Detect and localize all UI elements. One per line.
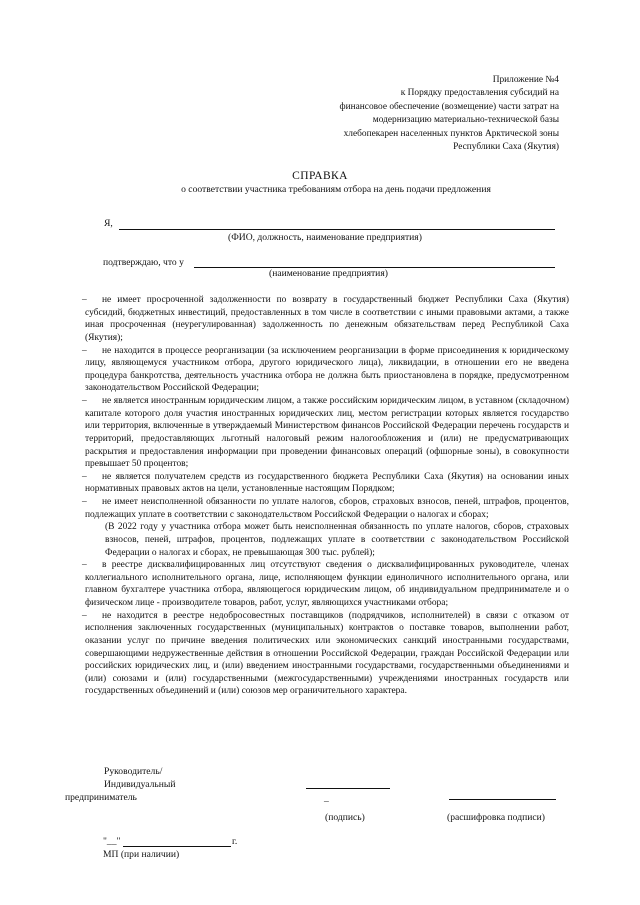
signer-role-line2: Индивидуальный	[104, 779, 176, 790]
list-item-text: в реестре дисквалифицированных лиц отсутствуют сведения о дисквалифицированных руководителе, членах коллегиального исполнительного органа, лице, исполняющем функции единоличного исполнительного органа, или главном бухгалтере участника отбора, являющегося юридическим лицом, об индивидуальном предпринимателе и о физическом лице - производителе товаров, работ, услуг, являющихся участниками отбора;	[85, 560, 569, 608]
appendix-line: Приложение №4	[492, 75, 559, 85]
list-item-text: не имеет просроченной задолженности по возврату в государственный бюджет Республики Саха (Якутия) субсидий, бюджетных инвестиций, предоставленных в том числе в соответствии с иными правовыми актами, а также иная просроченная (неурегулированная) задолженность по денежным обязательствам перед Республикой Саха (Якутия);	[85, 295, 569, 343]
document-title: СПРАВКА	[292, 170, 348, 182]
name-input-line[interactable]	[119, 229, 555, 230]
appendix-line: к Порядку предоставления субсидий на	[400, 88, 559, 99]
appendix-line: Республики Саха (Якутия)	[453, 142, 559, 153]
list-item-text: не является иностранным юридическим лицом, а также российским юридическим лицом, в уставном (складочном) капитале которого доля участия иностранных юридических лиц, местом регистрации которых является государство или территория, включенные в утверждаемый Министерством финансов Российской Федерации перечень государств и территорий, предоставляющих льготный налоговый режим налогообложения и (или) не предусматривающих раскрытия и предоставления информации при проведении финансовых операций (офшорные зоны), в совокупности превышает 50 процентов;	[85, 396, 569, 470]
list-item-text: не имеет неисполненной обязанности по уплате налогов, сборов, страховых взносов, пеней, штрафов, процентов, подлежащих уплате в соответствии с законодательством Российской Федерации о налогах и сборах;	[85, 497, 569, 520]
list-item	[82, 395, 569, 471]
list-marker: –	[82, 471, 87, 482]
appendix-line: хлебопекарен населенных пунктов Арктической зоны	[343, 128, 559, 139]
ya-caption: (ФИО, должность, наименование предприятия)	[228, 232, 422, 243]
list-item	[82, 471, 569, 496]
list-item	[82, 610, 569, 698]
decode-line[interactable]	[449, 799, 556, 800]
list-marker: –	[82, 560, 87, 571]
ya-label: Я,	[104, 218, 113, 229]
list-marker: –	[82, 610, 87, 621]
note-2022: (В 2022 году у участника отбора может быть неисполненная обязанность по уплате налогов, сборов, страховых взносов, пеней, штрафов, процентов, подлежащих уплате в соответствии с законодательством Российской Федерации о налогах и сборах, не превышающая 300 тыс. рублей);	[105, 522, 569, 558]
list-item-text: не является получателем средств из государственного бюджета Республики Саха (Якутия) на основании иных нормативных правовых актов на цели, установленные настоящим Порядком;	[85, 471, 569, 495]
appendix-line: финансовое обеспечение (возмещение) части затрат на	[339, 101, 559, 112]
list-marker: –	[82, 295, 87, 305]
signer-role-line3: предприниматель	[65, 792, 137, 803]
date-line[interactable]	[123, 846, 231, 847]
date-suffix: г.	[232, 836, 238, 847]
list-marker: –	[82, 497, 87, 507]
appendix-line: модернизацию материально-технической базы	[372, 115, 559, 126]
decode-caption: (расшифровка подписи)	[447, 812, 545, 823]
list-item-text: не находится в реестре недобросовестных поставщиков (подрядчиков, исполнителей) в связи с отказом от исполнения заключенных государственных (муниципальных) контрактов о поставке товаров, выполнении работ, оказании услуг по причине введения политических или экономических санкций иностранными государствами, совершающими недружественные действия в отношении Российской Федерации, граждан Российской Федерации или российских юридических лиц, и (или) введением иностранными государствами, государственными объединениями и (или) союзами и (или) государственными (межгосударственными) учреждениями иностранных государств или государственных объединений и (или) союзов мер ограничительного характера.	[85, 610, 569, 697]
list-marker: –	[82, 396, 87, 406]
list-item	[82, 345, 569, 396]
list-item	[82, 496, 569, 521]
list-marker: –	[82, 345, 87, 356]
document-subtitle: о соответствии участника требованиям отбора на день подачи предложения	[181, 184, 491, 195]
confirm-label: подтверждаю, что у	[103, 257, 184, 268]
date-quote: "__"	[103, 836, 121, 847]
appendix-header	[340, 74, 559, 154]
confirm-caption: (наименование предприятия)	[269, 268, 388, 279]
signature-dash: _	[324, 793, 329, 804]
signature-line[interactable]	[306, 788, 390, 789]
stamp-label: МП (при наличии)	[103, 849, 180, 860]
signer-role-line1: Руководитель/	[104, 766, 163, 777]
signature-caption: (подпись)	[325, 812, 365, 823]
list-item	[82, 294, 569, 345]
list-item	[82, 559, 569, 610]
requirements-list	[82, 294, 569, 698]
list-item-text: не находится в процессе реорганизации (за исключением реорганизации в форме присоединения к юридическому лицу, являющемуся участником отбора, другого юридического лица), ликвидации, в отношении его не введена процедура банкротства, деятельность участника отбора не должна быть приостановлена в порядке, предусмотренном законодательством Российской Федерации;	[85, 345, 569, 394]
